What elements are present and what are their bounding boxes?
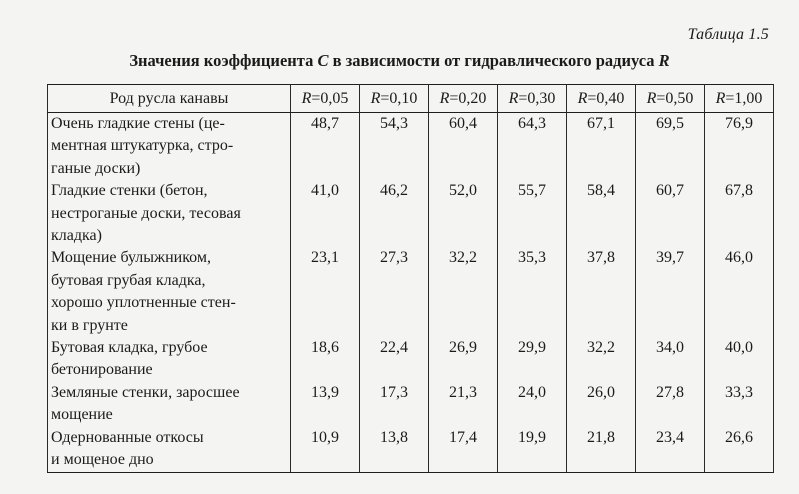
value-cell: 24,0	[498, 382, 567, 427]
header-r-col	[567, 85, 636, 113]
name-line: Мощение булыжником,	[51, 249, 211, 267]
value-cell: 27,8	[636, 382, 705, 427]
channel-type-cell	[48, 247, 291, 337]
name-line: ки в грунте	[51, 316, 128, 334]
header-r-col	[360, 85, 429, 113]
caption-middle: в зависимости от гидравлического радиуса	[328, 51, 659, 70]
name-line: нестроганые доски, тесовая	[51, 204, 241, 222]
value-cell: 67,1	[567, 113, 636, 181]
name-line: бутовая грубая кладка,	[51, 271, 206, 289]
table-row	[48, 247, 774, 337]
r-value: =1,00	[725, 89, 763, 107]
table-caption	[0, 51, 799, 71]
value-cell: 26,0	[567, 382, 636, 427]
value-cell: 48,7	[291, 113, 360, 181]
value-cell: 39,7	[636, 247, 705, 337]
r-symbol: R	[646, 89, 657, 107]
r-value: =0,30	[518, 89, 556, 107]
name-line: и мощеное дно	[51, 451, 154, 469]
r-value: =0,20	[449, 89, 487, 107]
header-channel-type: Род русла канавы	[48, 85, 291, 113]
name-line: мощение	[51, 406, 113, 424]
caption-symbol-r: R	[658, 51, 670, 70]
value-cell: 18,6	[291, 337, 360, 382]
caption-symbol-c: C	[317, 51, 329, 70]
name-line: кладка)	[51, 227, 102, 245]
value-cell: 52,0	[429, 180, 498, 247]
header-r-col	[498, 85, 567, 113]
r-symbol: R	[439, 89, 450, 107]
value-cell: 33,3	[705, 382, 774, 427]
table-row	[48, 337, 774, 382]
value-cell: 32,2	[567, 337, 636, 382]
name-line: Одернованные откосы	[51, 428, 204, 446]
value-cell: 34,0	[636, 337, 705, 382]
name-line: Земляные стенки, заросшее	[51, 383, 240, 401]
value-cell: 64,3	[498, 113, 567, 181]
channel-type-cell	[48, 427, 291, 472]
value-cell: 37,8	[567, 247, 636, 337]
value-cell: 13,9	[291, 382, 360, 427]
r-value: =0,50	[656, 89, 694, 107]
value-cell: 54,3	[360, 113, 429, 181]
channel-type-cell	[48, 180, 291, 247]
value-cell: 58,4	[567, 180, 636, 247]
name-line: ментная штукатурка, стро-	[51, 137, 234, 155]
value-cell: 60,7	[636, 180, 705, 247]
table-row	[48, 113, 774, 181]
value-cell: 26,9	[429, 337, 498, 382]
coefficient-table	[47, 84, 774, 473]
header-r-col	[291, 85, 360, 113]
name-line: Бутовая кладка, грубое	[51, 339, 208, 357]
value-cell: 32,2	[429, 247, 498, 337]
value-cell: 60,4	[429, 113, 498, 181]
channel-type-cell	[48, 382, 291, 427]
value-cell: 27,3	[360, 247, 429, 337]
r-value: =0,40	[587, 89, 625, 107]
table-row	[48, 382, 774, 427]
value-cell: 17,4	[429, 427, 498, 472]
name-line: бетонирование	[51, 361, 153, 379]
value-cell: 67,8	[705, 180, 774, 247]
r-symbol: R	[577, 89, 588, 107]
value-cell: 46,2	[360, 180, 429, 247]
r-symbol: R	[715, 89, 726, 107]
name-line: Очень гладкие стены (це-	[51, 115, 225, 132]
value-cell: 10,9	[291, 427, 360, 472]
table-row	[48, 427, 774, 472]
r-symbol: R	[370, 89, 381, 107]
value-cell: 69,5	[636, 113, 705, 181]
table-row	[48, 180, 774, 247]
channel-type-cell	[48, 113, 291, 181]
value-cell: 41,0	[291, 180, 360, 247]
value-cell: 76,9	[705, 113, 774, 181]
value-cell: 21,8	[567, 427, 636, 472]
value-cell: 22,4	[360, 337, 429, 382]
name-line: ганые доски)	[51, 159, 141, 177]
header-r-col	[636, 85, 705, 113]
r-value: =0,10	[380, 89, 418, 107]
value-cell: 19,9	[498, 427, 567, 472]
value-cell: 26,6	[705, 427, 774, 472]
value-cell: 40,0	[705, 337, 774, 382]
value-cell: 21,3	[429, 382, 498, 427]
value-cell: 35,3	[498, 247, 567, 337]
r-symbol: R	[508, 89, 519, 107]
channel-type-cell	[48, 337, 291, 382]
header-r-col	[705, 85, 774, 113]
r-symbol: R	[301, 89, 312, 107]
name-line: хорошо уплотненные стен-	[51, 294, 236, 312]
value-cell: 23,4	[636, 427, 705, 472]
value-cell: 17,3	[360, 382, 429, 427]
header-row	[48, 85, 774, 113]
value-cell: 46,0	[705, 247, 774, 337]
value-cell: 23,1	[291, 247, 360, 337]
header-r-col	[429, 85, 498, 113]
value-cell: 29,9	[498, 337, 567, 382]
table-number: Таблица 1.5	[687, 26, 769, 43]
name-line: Гладкие стенки (бетон,	[51, 182, 208, 200]
value-cell: 55,7	[498, 180, 567, 247]
caption-prefix: Значения коэффициента	[129, 51, 318, 70]
value-cell: 13,8	[360, 427, 429, 472]
r-value: =0,05	[311, 89, 349, 107]
